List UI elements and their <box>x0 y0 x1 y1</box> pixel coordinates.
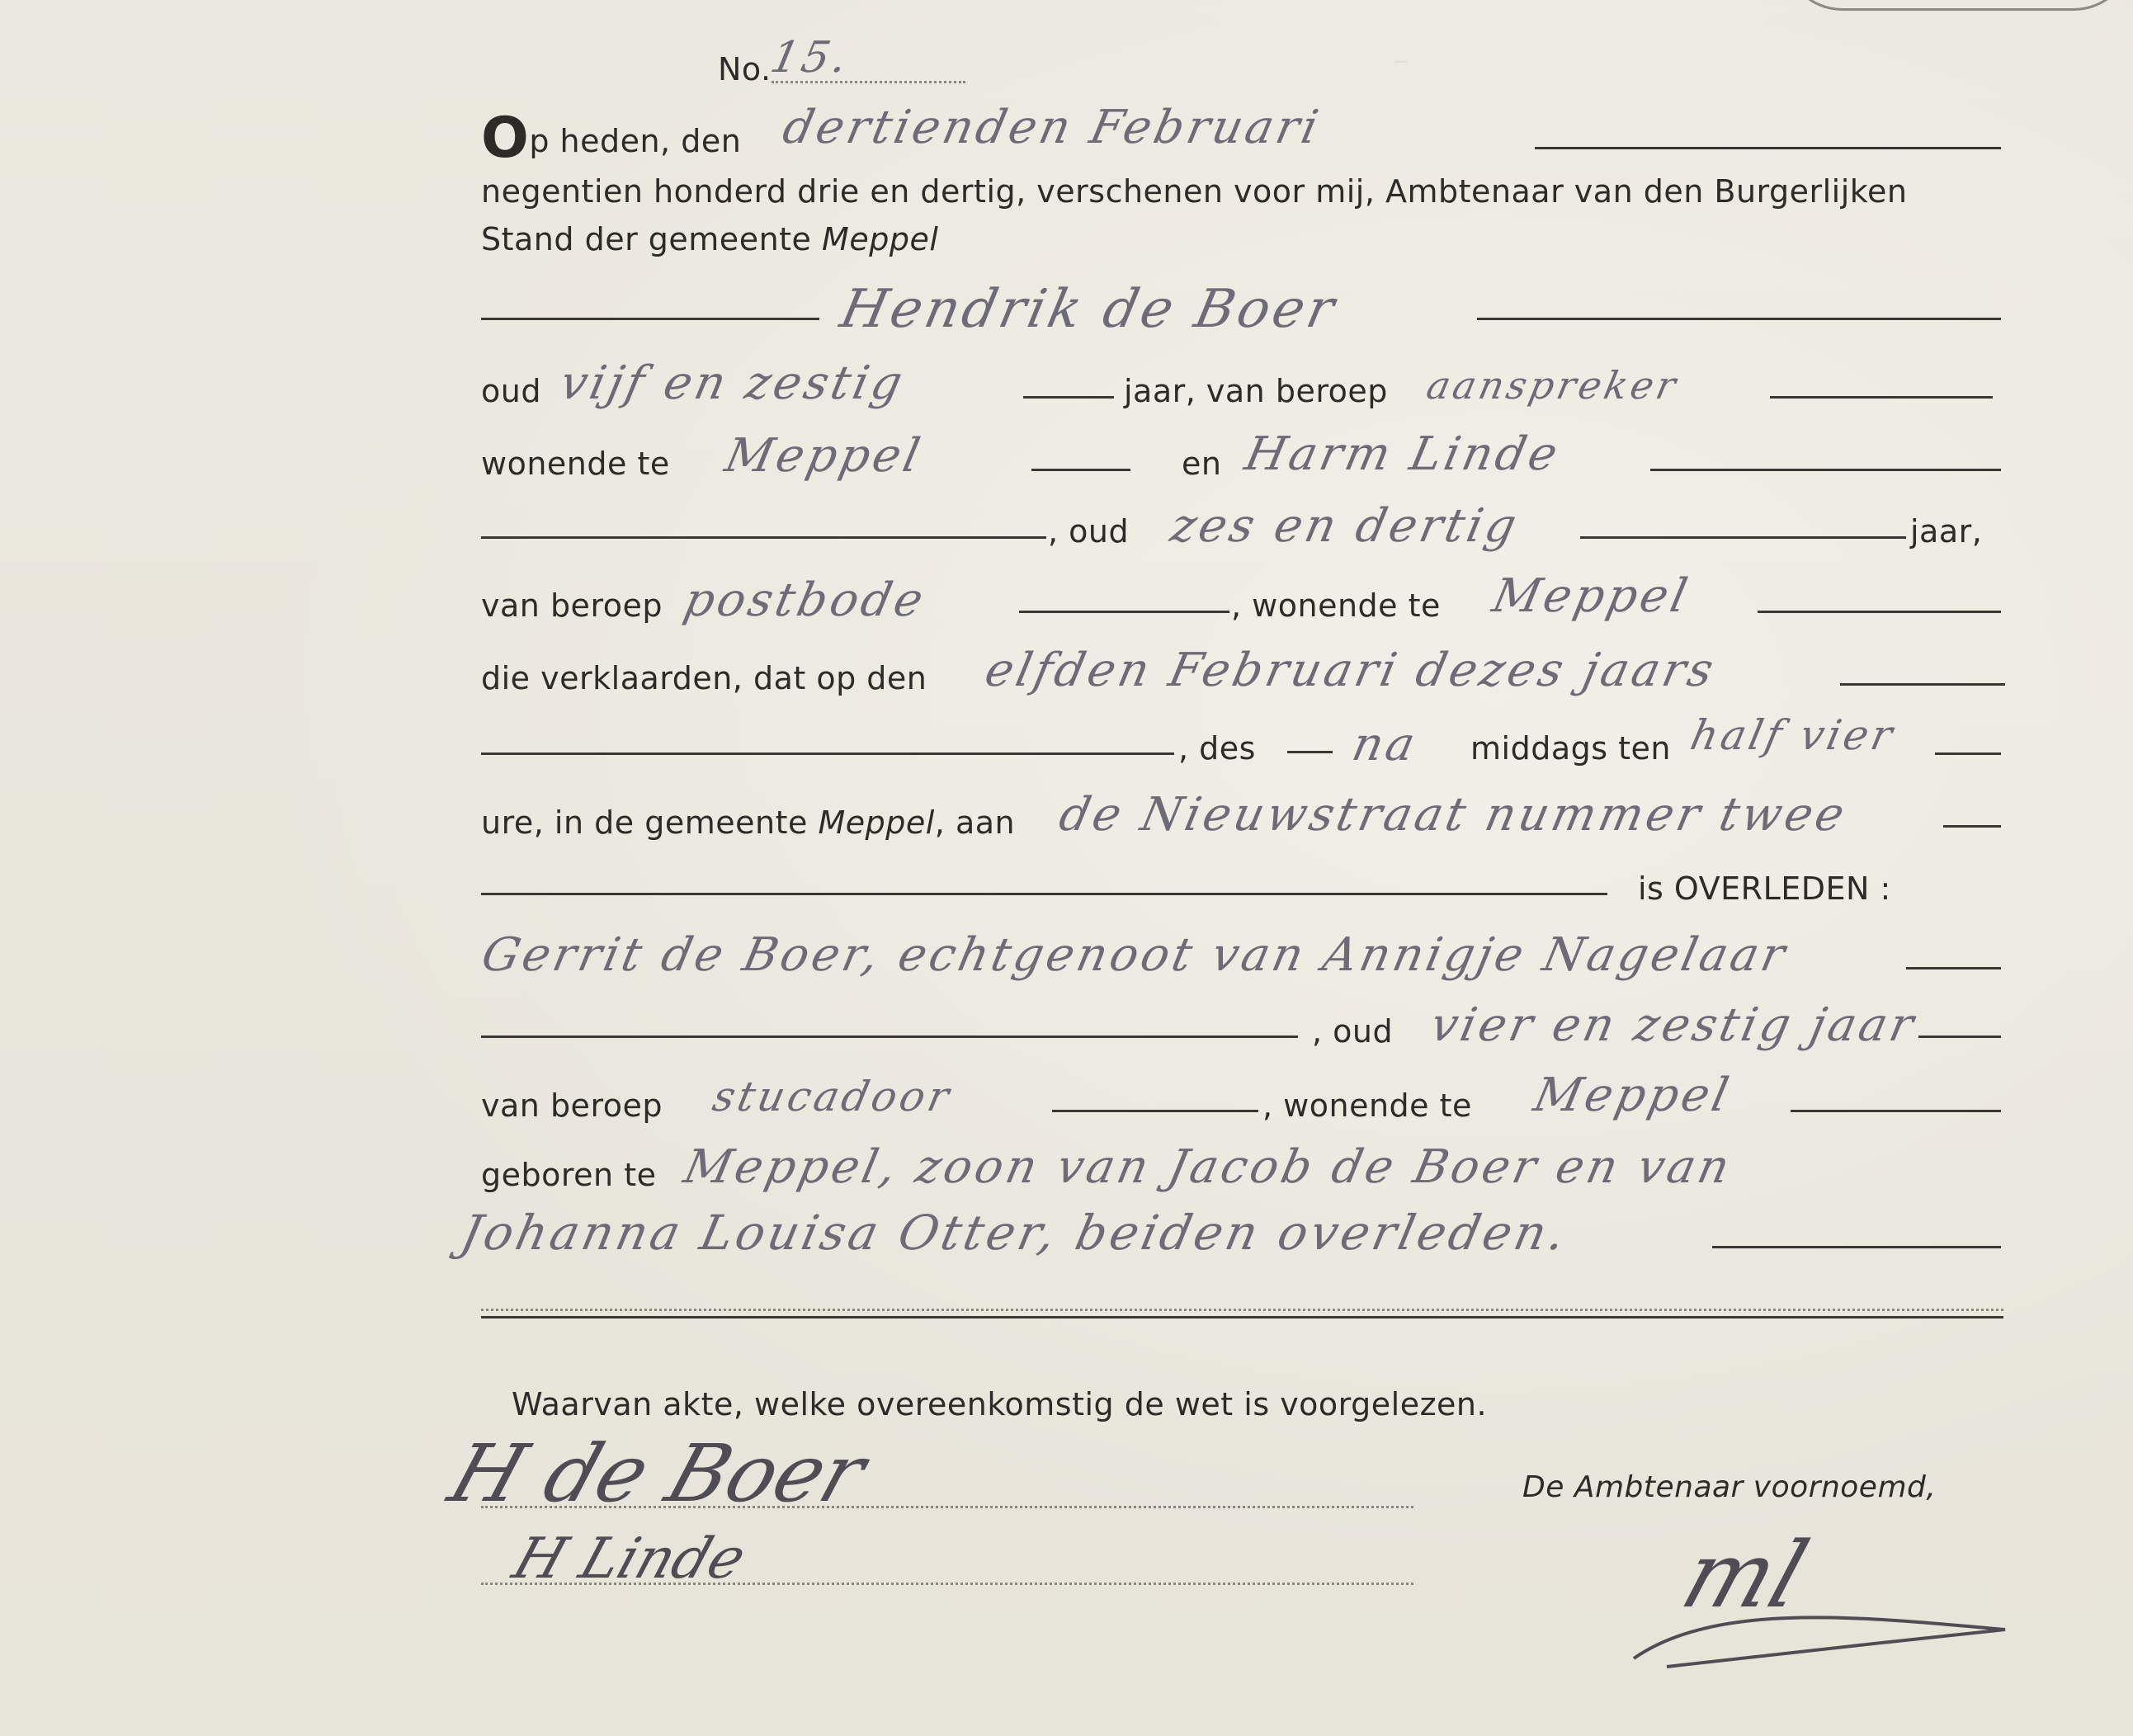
opening-text: p heden, den <box>529 123 742 159</box>
death-address: de Nieuwstraat nummer twee <box>1055 788 1852 842</box>
deceased-name: Gerrit de Boer, echtgenoot van Annigje Nagelaar <box>477 928 1793 982</box>
signature-official: ml <box>1670 1522 1820 1628</box>
declarant2-age: zes en dertig <box>1166 499 1525 553</box>
municipality-label: Stand der gemeente <box>481 221 812 257</box>
time-des-value: na <box>1347 718 1423 771</box>
record-number-label: No. <box>718 51 772 87</box>
signature-declarant1: H de Boer <box>438 1427 877 1520</box>
signature1-line <box>481 1506 1413 1508</box>
declarant1-job: aanspreker <box>1423 363 1683 408</box>
declarant1-age: vijf en zestig <box>555 356 911 410</box>
declarant1-age-rule <box>1023 396 1114 399</box>
record-number-value: 15. <box>766 33 856 83</box>
deceased-residence: Meppel <box>1529 1068 1737 1122</box>
signature2-line <box>481 1583 1413 1585</box>
location-line <box>481 804 1015 841</box>
line-municipality <box>481 221 938 257</box>
registration-date: dertienden Februari <box>778 101 1326 154</box>
closing-dotted-rule <box>481 1309 2003 1311</box>
overleden-blank-rule <box>481 893 1607 895</box>
parents-line-1: Meppel, zoon van Jacob de Boer en van <box>679 1140 1738 1194</box>
deceased-name-rule <box>1906 967 2001 969</box>
death-time-rule <box>1935 752 2001 755</box>
declarant1-job-label: jaar, van beroep <box>1124 373 1388 409</box>
official-flourish <box>1617 1584 2030 1675</box>
declarant1-job-rule <box>1770 396 1993 399</box>
declarant2-job: postbode <box>679 573 932 627</box>
closing-statement: Waarvan akte, welke overeenkomstig de wet is voorgelezen. <box>512 1386 1488 1422</box>
death-time: half vier <box>1686 711 1900 759</box>
declarant1-name: Hendrik de Boer <box>835 279 1343 340</box>
record-number-dots <box>772 81 965 83</box>
page-edge-arc <box>1782 0 2133 11</box>
parents-line-2: Johanna Louisa Otter, beiden overleden. <box>455 1205 1574 1261</box>
birthplace-label: geboren te <box>481 1157 657 1193</box>
declarant1-age-label: oud <box>481 373 541 409</box>
deceased-age-rule <box>1918 1035 2001 1038</box>
deceased-job: stucadoor <box>708 1073 957 1120</box>
time-midday-label: middags ten <box>1470 730 1671 767</box>
opening-capital: O <box>481 106 530 171</box>
declarant2-age-label: , oud <box>1048 513 1130 550</box>
declarant1-residence-rule <box>1031 469 1130 471</box>
declarant2-name-rule <box>1650 469 2001 471</box>
registration-date-rule <box>1535 147 2001 149</box>
declarant2-blank-rule <box>481 536 1046 539</box>
declarant2-residence-rule <box>1758 611 2001 613</box>
declarant1-residence: Meppel <box>720 429 928 483</box>
official-label: De Ambtenaar voornoemd, <box>1522 1470 1937 1504</box>
declarant2-job-label: van beroep <box>481 587 663 624</box>
opening-line <box>481 106 741 171</box>
time-des-label: , des <box>1178 730 1256 767</box>
deceased-job-label: van beroep <box>481 1087 663 1124</box>
signature-declarant2: H Linde <box>505 1526 754 1592</box>
deceased-age-label: , oud <box>1312 1013 1394 1050</box>
time-des-rule <box>1287 751 1333 753</box>
death-date: elfden Februari dezes jaars <box>980 644 1721 697</box>
deceased-job-rule <box>1052 1110 1258 1112</box>
location-at-label: , aan <box>934 804 1016 841</box>
deceased-blank-rule <box>481 1035 1298 1038</box>
declarant1-rule-left <box>481 318 819 320</box>
municipality-name: Meppel <box>822 221 939 257</box>
closing-double-rule <box>481 1316 2003 1319</box>
deceased-residence-label: , wonende te <box>1262 1087 1472 1124</box>
declarant2-age-rule <box>1580 536 1906 539</box>
declarant2-name: Harm Linde <box>1240 427 1565 481</box>
death-date-rule <box>1840 683 2005 686</box>
declarant2-job-rule <box>1019 611 1229 613</box>
declarant2-years-label: jaar, <box>1910 513 1983 550</box>
declarant1-rule-right <box>1477 318 2001 320</box>
line-year: negentien honderd drie en dertig, verschenen voor mij, Ambtenaar van den Burgerlijken <box>481 173 1908 210</box>
overleden-label: is OVERLEDEN : <box>1638 870 1891 907</box>
location-municipality: Meppel <box>818 804 935 841</box>
declarant2-residence: Meppel <box>1488 569 1696 623</box>
death-address-rule <box>1943 825 2001 828</box>
bleed-through-mark: ⎯ <box>1394 45 1407 74</box>
deceased-residence-rule <box>1791 1110 2001 1112</box>
and-label: en <box>1182 446 1222 482</box>
location-label: ure, in de gemeente <box>481 804 808 841</box>
declarant1-residence-label: wonende te <box>481 446 670 482</box>
time-blank-rule <box>481 752 1174 755</box>
declaration-label: die verklaarden, dat op den <box>481 660 927 696</box>
declarant2-residence-label: , wonende te <box>1231 587 1441 624</box>
parents-rule <box>1712 1246 2001 1248</box>
deceased-age: vier en zestig jaar <box>1426 998 1922 1052</box>
